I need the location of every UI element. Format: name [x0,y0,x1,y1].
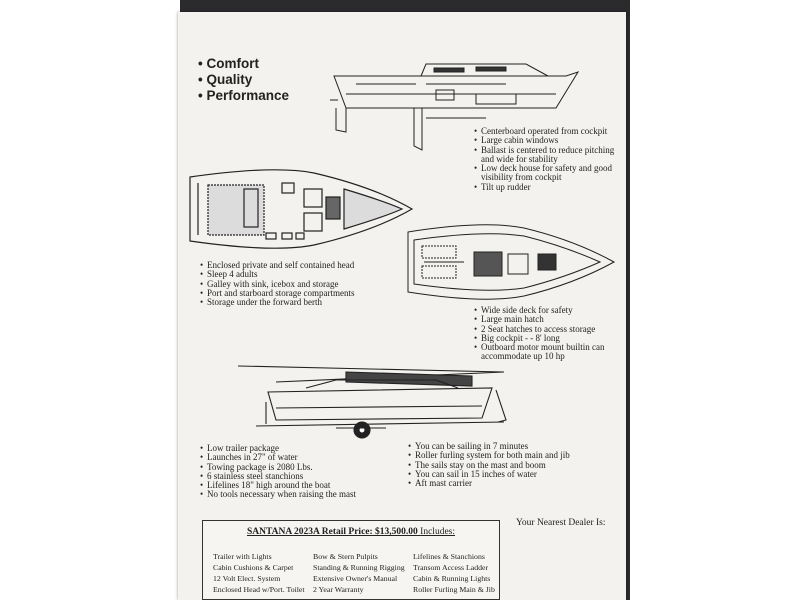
list-item: • Outboard motor mount builtin can [474,343,604,352]
features-interior-list [200,261,354,307]
list-item: • Centerboard operated from cockpit [474,127,614,136]
list-item-continued: visibility from cockpit [481,172,562,183]
price-title-suffix: Includes: [420,527,455,537]
list-item: • 2 Seat hatches to access storage [474,325,604,334]
list-item: • Large main hatch [474,315,604,324]
list-item-continued: and wide for stability [481,153,558,164]
include-item: Enclosed Head w/Port. Toilet [213,585,305,594]
list-item: • Aft mast carrier [408,479,570,488]
list-item: • Sleep 4 adults [200,270,354,279]
list-item-continued: accommodate up 10 hp [481,351,565,362]
include-item: Bow & Stern Pulpits [313,552,378,561]
boat-on-trailer-drawing [236,362,526,448]
list-item: • Towing package is 2080 Lbs. [200,463,356,472]
headline-item: • Performance [198,88,289,104]
list-item: • Port and starboard storage compartments [200,289,354,298]
brochure-page [178,12,626,600]
list-item: • Wide side deck for safety [474,306,604,315]
list-item: • Big cockpit - - 8' long [474,334,604,343]
list-item: • Launches in 27" of water [200,453,356,462]
include-item: Transom Access Ladder [413,563,489,572]
list-item: • Low deck house for safety and good [474,164,614,173]
include-item: 2 Year Warranty [313,585,364,594]
dealer-label: Your Nearest Dealer Is: [516,518,606,528]
includes-column-3 [413,551,495,595]
white-background-right [630,0,800,600]
interior-layout-drawing [184,167,416,251]
features-trailer-list [200,444,356,500]
list-item: • Lifelines 18" high around the boat [200,481,356,490]
features-deck-list [474,306,604,362]
list-item: • Enclosed private and self contained head [200,261,354,270]
list-item: • Ballast is centered to reduce pitching [474,146,614,155]
includes-column-1 [213,551,305,595]
list-item: • You can sail in 15 inches of water [408,470,570,479]
include-item: Extensive Owner's Manual [313,574,398,583]
include-item: Cabin Cushions & Carpet [213,563,294,572]
features-sailing-list [408,442,570,488]
list-item: • Galley with sink, icebox and storage [200,280,354,289]
list-item: • Roller furling system for both main and jib [408,451,570,460]
include-item: 12 Volt Elect. System [213,574,281,583]
white-background-left [0,0,180,600]
list-item: • Large cabin windows [474,136,614,145]
deck-plan-drawing [404,222,618,304]
include-item: Lifelines & Stanchions [413,552,485,561]
headline-item: • Comfort [198,56,289,72]
include-item: Trailer with Lights [213,552,272,561]
include-item: Cabin & Running Lights [413,574,491,583]
headline-list [198,56,289,104]
list-item: • Low trailer package [200,444,356,453]
includes-column-2 [313,551,405,595]
include-item: Roller Furling Main & Jib [413,585,495,594]
features-top-list [474,127,614,192]
list-item: • You can be sailing in 7 minutes [408,442,570,451]
list-item: • Storage under the forward berth [200,298,354,307]
list-item: • Tilt up rudder [474,183,614,192]
list-item: • 6 stainless steel stanchions [200,472,356,481]
price-title [203,527,499,537]
list-item: • The sails stay on the mast and boom [408,461,570,470]
price-title-text: SANTANA 2023A Retail Price: $13,500.00 [246,527,418,537]
headline-item: • Quality [198,72,289,88]
include-item: Standing & Running Rigging [313,563,405,572]
list-item: • No tools necessary when raising the mast [200,490,356,499]
price-includes-box [202,520,500,600]
